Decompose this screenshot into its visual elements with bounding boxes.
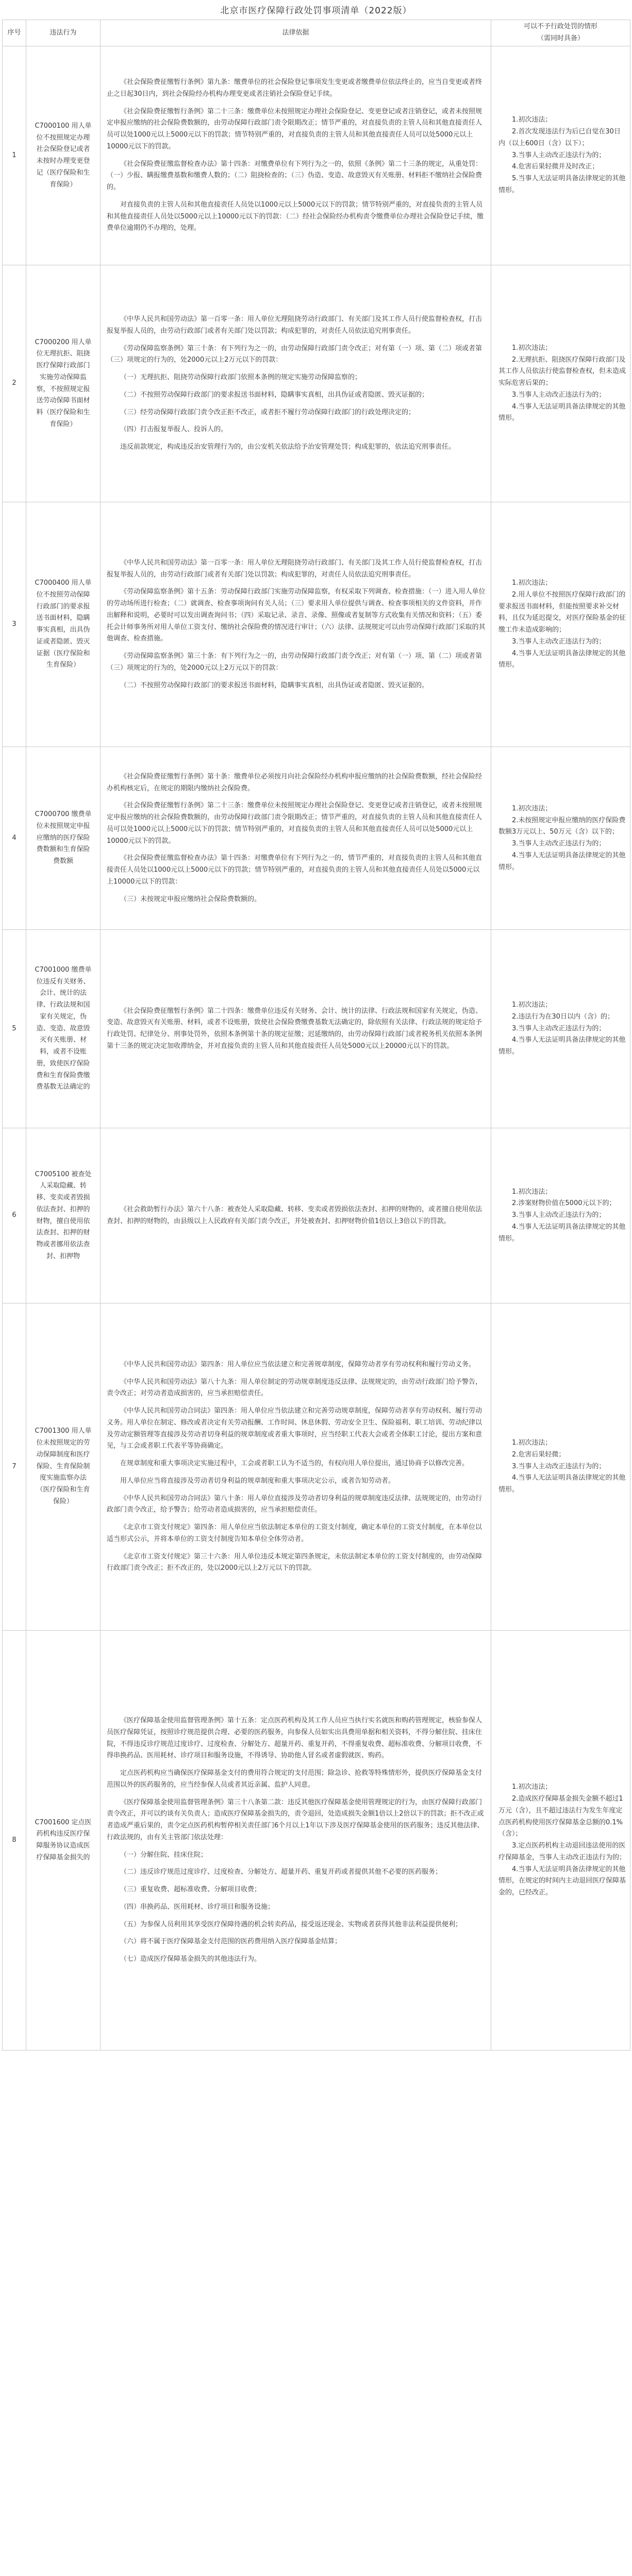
exemption-condition: 1.初次违法；	[512, 1001, 552, 1009]
row-number: 3	[3, 502, 26, 747]
legal-basis-paragraph: （四）串换药品、医用耗材、诊疗项目和服务设施；	[120, 1903, 275, 1911]
legal-basis-paragraph: （二）不按照劳动保障行政部门的要求报送书面材料，隐瞒事实真相，出具伪证或者隐匿、毁灭证据的。	[120, 681, 429, 689]
legal-basis-paragraph: 《中华人民共和国劳动合同法》第八十条：用人单位直接涉及劳动者切身利益的规章制度违反法律、法规规定的，由劳动行政部门责令改正，给予警告；给劳动者造成损害的，应当承担赔偿责任。	[107, 1494, 483, 1514]
legal-basis-cell	[101, 46, 491, 265]
legal-basis-paragraph: 《中华人民共和国劳动法》第一百零一条：用人单位无理阻挠劳动行政部门、有关部门及其工作人员行使监督检查权，打击报复举报人员的，由劳动行政部门或者有关部门处以罚款；构成犯罪的，对责任人员依法追究刑事责任。	[107, 558, 483, 579]
exemption-condition: 3.当事人主动改正违法行为的；	[512, 1024, 606, 1032]
legal-basis-paragraph: 《社会保险费征缴暂行条例》第二十三条：缴费单位未按照规定办理社会保险登记、变更登记或者注销登记，或者未按照规定申报应缴纳的社会保险费数额的，由劳动保障行政部门责令限期改正；情节严重的，对直接负责的主管人员和其他直接责任人员可以处1000元以上5000元以下的罚款；情节特别严重的，对直接负责的主管人员和其他直接责任人员可以处5000元以上10000元以下的罚款。	[107, 107, 483, 150]
exemption-condition: 4.当事人无法证明具备法律规定的其他情形。	[498, 1474, 626, 1494]
legal-basis-paragraph: （二）不按照劳动保障行政部门的要求报送书面材料，隐瞒事实真相，出具伪证或者隐匿、毁灭证据的；	[120, 391, 429, 399]
table-row	[3, 1303, 630, 1631]
exemption-condition: 3.当事人主动改正违法行为的；	[512, 1211, 606, 1219]
page-title: 北京市医疗保障行政处罚事项清单（2022版）	[220, 6, 412, 16]
header-no: 序号	[3, 20, 26, 46]
legal-basis-paragraph: （三）经劳动保障行政部门责令改正拒不改正，或者拒不履行劳动保障行政部门的行政处理决定的；	[120, 408, 415, 416]
penalty-table	[2, 20, 630, 2050]
legal-basis-cell	[101, 747, 491, 930]
exemption-condition: 3.当事人主动改正违法行为的；	[512, 151, 606, 159]
violation-cell: C7001600 定点医药机构违反医疗保障服务协议造成医疗保障基金损失的	[26, 1631, 101, 2050]
legal-basis-paragraph: 违反前款规定，构成违反治安管理行为的，由公安机关依法给予治安管理处罚；构成犯罪的，依法追究刑事责任。	[120, 443, 456, 451]
exemption-cell	[491, 1631, 630, 2050]
row-number: 4	[3, 747, 26, 930]
exemption-condition: 4.当事人无法证明具备法律规定的其他情形，在规定的时间内主动退回医疗保障基金的，已经改正。	[498, 1865, 626, 1896]
row-number: 6	[3, 1128, 26, 1303]
legal-basis-paragraph: 《医疗保障基金使用监督管理条例》第三十八条第二款：违反其他医疗保障基金使用管理规定的行为，由医疗保障行政部门责令改正，并可以约谈有关负责人；造成医疗保障基金损失的，责令退回，处造成损失金额1倍以上2倍以下的罚款；拒不改正或者造成严重后果的，责令定点医药机构暂停相关责任部门6个月以上1年以下涉及医疗保障基金使用的医药服务；违反其他法律、行政法规的，由有关主管部门依法处理：	[107, 1798, 484, 1841]
legal-basis-cell	[101, 1128, 491, 1303]
violation-cell: C7005100 被查处人采取隐藏、转移、变卖或者毁损依法查封、扣押的财物，擅自使用依法查封、扣押的财物或者挪用依法查封、扣押物	[26, 1128, 101, 1303]
exemption-condition: 3.当事人主动改正违法行为的；	[512, 391, 606, 399]
row-number: 7	[3, 1303, 26, 1631]
header-act: 违法行为	[26, 20, 101, 46]
legal-basis-paragraph: 《劳动保障监察条例》第十五条：劳动保障行政部门实施劳动保障监察，有权采取下列调查、检查措施：（一）进入用人单位的劳动场所进行检查；（二）就调查、检查事项询问有关人员；（三）要求用人单位提供与调查、检查事项相关的文件资料，并作出解释和说明，必要时可以发出调查询问书；（四）采取记录、录音、录像、照像或者复制等方式收集有关情况和资料；（五）委托会计师事务所对用人单位工资支付、缴纳社会保险费的情况进行审计；（六）法律、法规规定可以由劳动保障行政部门采取的其他调查、检查措施。	[107, 588, 486, 643]
exemption-condition: 2.造成医疗保障基金损失金额不超过1万元（含），且不超过违法行为发生年度定点医药机构使用医疗保障基金总额的0.1%（含）；	[498, 1795, 623, 1838]
legal-basis-paragraph: 《社会救助暂行办法》第六十八条：被查处人采取隐藏、转移、变卖或者毁损依法查封、扣押的财物的，或者擅自使用依法查封、扣押的财物的，由县级以上人民政府有关部门责令改正，并处被查封、扣押财物价值1倍以上3倍以下的罚款。	[107, 1205, 483, 1225]
exemption-condition: 4.当事人无法证明具备法律规定的其他情形。	[498, 402, 626, 422]
exemption-cell	[491, 930, 630, 1128]
legal-basis-paragraph: （四）打击报复举报人、投诉人的。	[120, 426, 228, 434]
legal-basis-cell	[101, 930, 491, 1128]
exemption-condition: 1.初次违法；	[512, 1783, 552, 1791]
legal-basis-paragraph: （二）违反诊疗规范过度诊疗、过度检查、分解处方、超量开药、重复开药或者提供其他不必要的医药服务；	[120, 1868, 442, 1876]
violation-cell: C7001000 缴费单位违反有关财务、会计、统计的法律、行政法规和国家有关规定，伪造、变造、故意毁灭有关账册、材料，或者不设账册，致使医疗保险费和生育保险费缴费基数无法确定的	[26, 930, 101, 1128]
legal-basis-paragraph: 在规章制度和重大事项决定实施过程中，工会或者职工认为不适当的，有权向用人单位提出，通过协商予以修改完善。	[120, 1460, 469, 1468]
exemption-cell	[491, 1128, 630, 1303]
legal-basis-cell	[101, 1631, 491, 2050]
legal-basis-paragraph: 《北京市工资支付规定》第三十六条：用人单位违反本规定第四条规定，未依法制定本单位的工资支付制度的，由劳动保障行政部门责令改正；拒不改正的，处以2000元以上2万元以下的罚款。	[107, 1552, 483, 1572]
table-row	[3, 1128, 630, 1303]
row-number: 8	[3, 1631, 26, 2050]
exemption-condition: 3.定点医药机构主动退回违法使用的医疗保障基金，当事人主动改正违法行为的；	[498, 1842, 626, 1861]
exemption-condition: 4.当事人无法证明具备法律规定的其他情形。	[498, 1223, 626, 1243]
exemption-condition: 2.违法行为在30日以内（含）的；	[512, 1012, 614, 1021]
exemption-condition: 1.初次违法；	[512, 116, 552, 124]
legal-basis-paragraph: 《社会保险费征缴监督检查办法》第十四条：对缴费单位有下列行为之一的，情节严重的，对直接负责的主管人员和其他直接责任人员处以1000元以上5000元以下的罚款；情节特别严重的，对直接负责的主管人员和其他直接责任人员处以5000元以上10000元以下的罚款：	[107, 854, 483, 886]
exemption-condition: 1.初次违法；	[512, 804, 552, 812]
table-row	[3, 46, 630, 265]
exemption-condition: 4.当事人无法证明具备法律规定的其他情形。	[498, 851, 626, 871]
exemption-condition: 2.涉案财物价值在5000元以下的；	[512, 1199, 616, 1208]
legal-basis-paragraph: 《中华人民共和国劳动合同法》第四条：用人单位应当依法建立和完善劳动规章制度，保障劳动者享有劳动权利、履行劳动义务。用人单位在制定、修改或者决定有关劳动报酬、工作时间、休息休假、劳动安全卫生、保险福利、职工培训、劳动纪律以及劳动定额管理等直接涉及劳动者切身利益的规章制度或者重大事项时，应当经职工代表大会或者全体职工讨论，提出方案和意见，与工会或者职工代表平等协商确定。	[107, 1407, 483, 1450]
legal-basis-paragraph: 《劳动保障监察条例》第三十条：有下列行为之一的，由劳动保障行政部门责令改正；对有第（一）项、第（二）项或者第（三）项规定的行为的，处2000元以上2万元以下的罚款：	[107, 652, 483, 672]
table-header-row	[3, 20, 630, 46]
table-row	[3, 1631, 630, 2050]
legal-basis-cell	[101, 265, 491, 502]
header-cond-label: 可以不予行政处罚的情形	[523, 23, 597, 31]
violation-cell: C7001300 用人单位未按照规定的劳动保障制度和医疗保险、生育保险制度实施监察办法（医疗保险和生育保险）	[26, 1303, 101, 1631]
legal-basis-paragraph: 《社会保险费征缴暂行条例》第二十四条：缴费单位违反有关财务、会计、统计的法律、行政法规和国家有关规定，伪造、变造、故意毁灭有关账册、材料，或者不设账册，致使社会保险费缴费基数无法确定的，除依照有关法律、行政法规的规定给予行政处罚、纪律处分、刑事处罚外，依照本条例第十条的规定征缴；迟延缴纳的，由劳动保障行政部门或者税务机关依照本条例第十三条的规定决定加收滞纳金，并对直接负责的主管人员和其他直接责任人员处5000元以上20000元以下的罚款。	[107, 1007, 483, 1050]
legal-basis-paragraph: 《中华人民共和国劳动法》第四条：用人单位应当依法建立和完善规章制度，保障劳动者享有劳动权利和履行劳动义务。	[120, 1360, 476, 1368]
exemption-condition: 1.初次违法；	[512, 344, 552, 352]
exemption-condition: 4.当事人无法证明具备法律规定的其他情形。	[498, 1036, 626, 1056]
exemption-condition: 3.当事人主动改正违法行为的；	[512, 1462, 606, 1470]
legal-basis-paragraph: （三）未按规定申报应缴纳社会保险费数额的。	[120, 895, 261, 903]
exemption-condition: 2.无理抗拒、阻挠医疗保障行政部门及其工作人员依法行使监督检查权，但未造成实际危害后果的；	[498, 355, 626, 387]
legal-basis-cell	[101, 502, 491, 747]
row-number: 2	[3, 265, 26, 502]
table-body	[3, 46, 630, 2050]
exemption-condition: 2.危害后果轻微；	[512, 1450, 566, 1459]
legal-basis-paragraph: 《社会保险费征缴暂行条例》第九条：缴费单位的社会保险登记事项发生变更或者缴费单位依法终止的，应当自变更或者终止之日起30日内，到社会保险经办机构办理变更或者注销社会保险登记手续。	[107, 78, 483, 98]
header-cond	[491, 20, 630, 46]
legal-basis-paragraph: 《社会保险费征缴监督检查办法》第十四条：对缴费单位有下列行为之一的，依照《条例》第二十三条的规定，从重处罚：（一）少报、瞒报缴费基数和缴费人数的；（二）阻挠检查的；（三）伪造、变造、故意毁灭有关账册、材料拒不缴纳社会保险费的。	[107, 160, 483, 191]
exemption-cell	[491, 502, 630, 747]
legal-basis-cell	[101, 1303, 491, 1631]
violation-cell: C7000400 用人单位不按照劳动保障行政部门的要求报送书面材料，隐瞒事实真相，出具伪证或者隐匿、毁灭证据（医疗保险和生育保险）	[26, 502, 101, 747]
exemption-condition: 1.初次违法；	[512, 1188, 552, 1196]
legal-basis-paragraph: 《社会保险费征缴暂行条例》第十条：缴费单位必须按月向社会保险经办机构申报应缴纳的社会保险费数额，经社会保险经办机构核定后，在规定的期限内缴纳社会保险费。	[107, 772, 483, 792]
exemption-condition: 2.用人单位不按照医疗保障行政部门的要求报送书面材料，但能按照要求补交材料，且仅为延迟提交，对医疗保险基金的征缴工作未造成影响的；	[498, 590, 626, 634]
exemption-condition: 1.初次违法；	[512, 1439, 552, 1447]
legal-basis-paragraph: （一）无理抗拒、阻挠劳动保障行政部门依照本条例的规定实施劳动保障监察的；	[120, 374, 362, 382]
header-cond-sub: （需同时具备）	[537, 35, 584, 42]
table-row	[3, 265, 630, 502]
exemption-cell	[491, 747, 630, 930]
legal-basis-paragraph: 对直接负责的主管人员和其他直接责任人员处以1000元以上5000元以下的罚款；情节特别严重的，对直接负责的主管人员和其他直接责任人员处以5000元以上10000元以下的罚款：（二）经社会保险经办机构责令缴费单位办理社会保险登记手续，缴费单位逾期仍不办理的，处理。	[107, 200, 484, 232]
row-number: 5	[3, 930, 26, 1128]
legal-basis-paragraph: （七）造成医疗保障基金损失的其他违法行为。	[120, 1955, 261, 1963]
legal-basis-paragraph: （一）分解住院、挂床住院；	[120, 1851, 208, 1859]
legal-basis-paragraph: （五）为参保人员利用其享受医疗保障待遇的机会转卖药品，接受返还现金、实物或者获得其他非法利益提供便利；	[120, 1920, 462, 1928]
exemption-condition: 2.首次发现违法行为后已自觉在30日内（以上600日（含）以下）；	[498, 128, 621, 147]
legal-basis-paragraph: 用人单位应当将直接涉及劳动者切身利益的规章制度和重大事项决定公示，或者告知劳动者。	[120, 1477, 395, 1485]
exemption-condition: 3.当事人主动改正违法行为的；	[512, 840, 606, 848]
legal-basis-paragraph: 《北京市工资支付规定》第四条：用人单位应当依法制定本单位的工资支付制度，确定本单位的工资支付制度，在本单位以适当形式公示，并将本单位的工资支付制度告知本单位全体劳动者。	[107, 1523, 483, 1543]
exemption-condition: 1.初次违法；	[512, 579, 552, 587]
legal-basis-paragraph: 定点医药机构应当确保医疗保障基金支付的费用符合规定的支付范围；除急诊、抢救等特殊情形外，提供医疗保障基金支付范围以外的医药服务的，应当经参保人员或者其近亲属、监护人同意。	[107, 1769, 483, 1789]
violation-cell: C7000100 用人单位不按照规定办理社会保险登记或者未按时办理变更登记（医疗保险和生育保险）	[26, 46, 101, 265]
legal-basis-paragraph: （六）将不属于医疗保障基金支付范围的医药费用纳入医疗保障基金结算；	[120, 1938, 342, 1946]
legal-basis-paragraph: （三）重复收费、超标准收费、分解项目收费；	[120, 1886, 261, 1894]
violation-cell: C7000700 缴费单位未按照规定申报应缴纳的医疗保险费数额和生育保险费数额	[26, 747, 101, 930]
legal-basis-paragraph: 《中华人民共和国劳动法》第八十九条：用人单位制定的劳动规章制度违反法律、法规规定的，由劳动行政部门给予警告，责令改正；对劳动者造成损害的，应当承担赔偿责任。	[107, 1378, 483, 1398]
exemption-condition: 5.当事人无法证明具备法律规定的其他情形。	[498, 175, 626, 194]
exemption-cell	[491, 46, 630, 265]
table-row	[3, 502, 630, 747]
legal-basis-paragraph: 《劳动保障监察条例》第三十条：有下列行为之一的，由劳动保障行政部门责令改正；对有第（一）项、第（二）项或者第（三）项规定的行为的，处2000元以上2万元以下的罚款：	[107, 344, 483, 364]
legal-basis-paragraph: 《医疗保障基金使用监督管理条例》第十五条：定点医药机构及其工作人员应当执行实名就医和购药管理规定，核验参保人员医疗保障凭证，按照诊疗规范提供合理、必要的医药服务，向参保人员如实出具费用单据和相关资料，不得分解住院、挂床住院，不得违反诊疗规范过度诊疗、过度检查、分解处方、超量开药、重复开药，不得重复收费、超标准收费、分解项目收费，不得串换药品、医用耗材、诊疗项目和服务设施，不得诱导、协助他人冒名或者虚假就医、购药。	[107, 1717, 483, 1760]
exemption-condition: 2.未按照规定申报应缴纳的医疗保险费数额3万元以上、50万元（含）以下的；	[498, 816, 626, 836]
exemption-cell	[491, 265, 630, 502]
table-row	[3, 930, 630, 1128]
row-number: 1	[3, 46, 26, 265]
legal-basis-paragraph: 《中华人民共和国劳动法》第一百零一条：用人单位无理阻挠劳动行政部门、有关部门及其工作人员行使监督检查权，打击报复举报人员的，由劳动行政部门或者有关部门处以罚款；构成犯罪的，对责任人员依法追究刑事责任。	[107, 315, 483, 335]
legal-basis-paragraph: 《社会保险费征缴暂行条例》第二十三条：缴费单位未按照规定办理社会保险登记、变更登记或者注销登记，或者未按照规定申报应缴纳的社会保险费数额的，由劳动保障行政部门责令限期改正；情节严重的，对直接负责的主管人员和其他直接责任人员可以处1000元以上5000元以下的罚款；情节特别严重的，对直接负责的主管人员和其他直接责任人员可以处5000元以上10000元以下的罚款。	[107, 802, 483, 845]
exemption-condition: 4.当事人无法证明具备法律规定的其他情形。	[498, 649, 626, 669]
exemption-condition: 3.当事人主动改正违法行为的；	[512, 637, 606, 646]
violation-cell: C7000200 用人单位无理抗拒、阻挠医疗保障行政部门实施劳动保障监察，不按照规定报送劳动保障书面材料（医疗保险和生育保险）	[26, 265, 101, 502]
table-row	[3, 747, 630, 930]
header-basis: 法律依据	[101, 20, 491, 46]
exemption-cell	[491, 1303, 630, 1631]
exemption-condition: 4.危害后果轻微并及时改正；	[512, 163, 599, 171]
